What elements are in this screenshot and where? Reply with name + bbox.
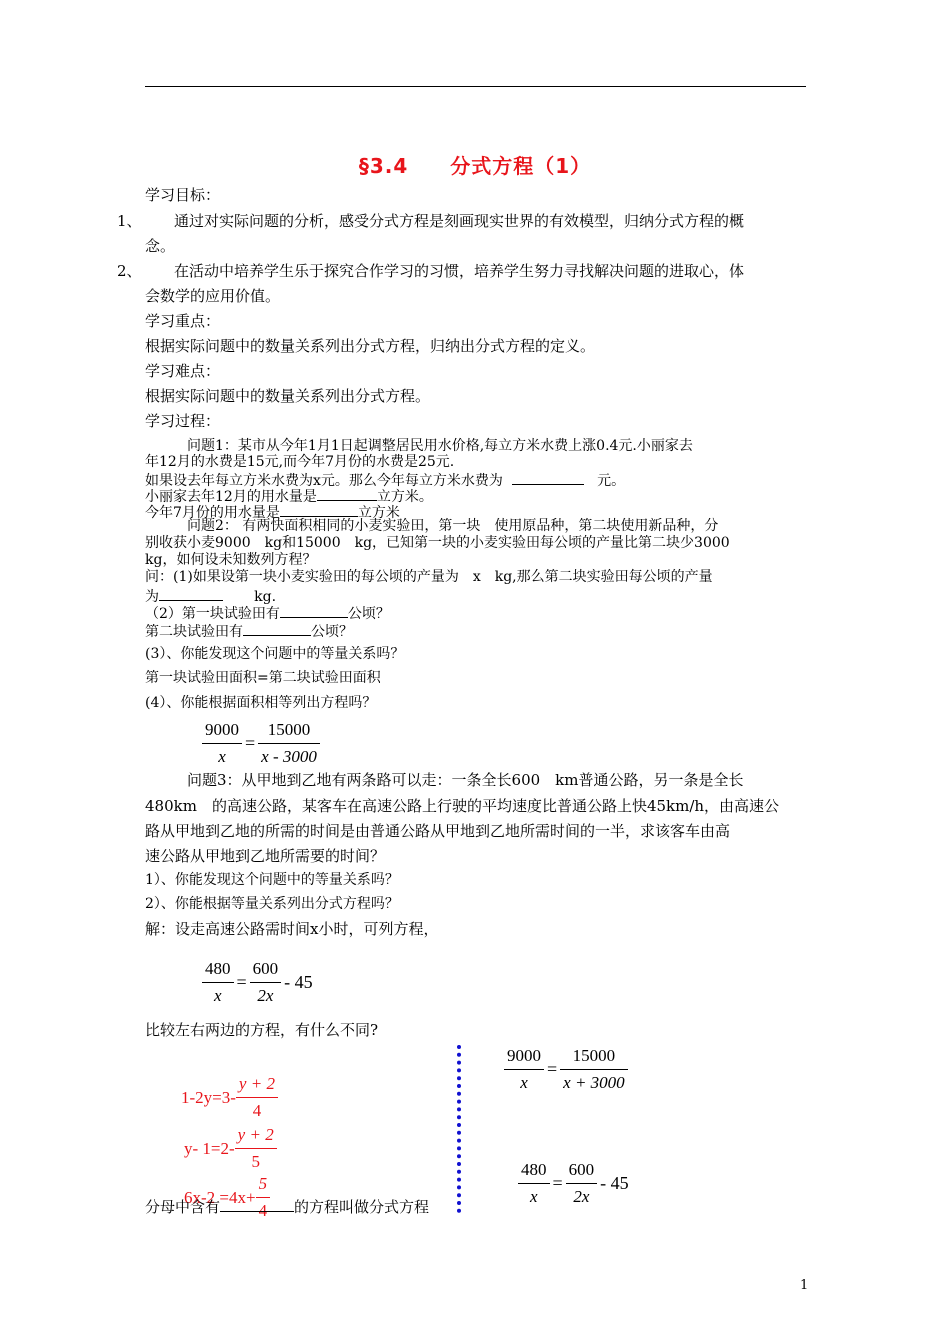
blank (280, 603, 348, 618)
problem3-q1: 1）、你能发现这个问题中的等量关系吗？ (145, 872, 399, 888)
page-title: §3.4 分式方程（1） (358, 154, 592, 178)
fraction: $\frac{480}{x}$ (518, 1160, 550, 1207)
divider-line (457, 1045, 461, 1213)
objective-1-line2: 念。 (145, 237, 176, 255)
problem1-line4: 小丽家去年12月的用水量是 立方米。 (145, 486, 433, 506)
key-text: 根据实际问题中的数量关系列出分式方程，归纳出分式方程的定义。 (145, 337, 596, 355)
red-equation-3: 6x-2 =4x+ $\frac{5}{4}$ (184, 1174, 270, 1221)
key-heading: 学习重点： (145, 312, 221, 330)
problem2-q1a: 问：(1)如果设第一块小麦实验田的每公顷的产量为 x kg,那么第二块实验田每公顷的产量 (145, 569, 713, 585)
blank (512, 470, 584, 485)
fraction: $\frac{9000}{x}$ (504, 1046, 544, 1093)
objective-2-line2: 会数学的应用价值。 (145, 287, 281, 305)
compare-question: 比较左右两边的方程，有什么不同? (145, 1021, 379, 1039)
problem2-relation: 第一块试验田面积=第二块试验田面积 (145, 670, 381, 686)
problem2-q2: （2）第一块试验田有 公顷？ (145, 603, 390, 623)
objective-1-marker: 1、 (117, 212, 142, 230)
blank (220, 1197, 294, 1212)
problem3-line4: 速公路从甲地到乙地所需要的时间？ (145, 847, 386, 865)
fraction: $\frac{15000}{x + 3000}$ (560, 1046, 628, 1093)
problem3-solution: 解：设走高速公路需时间x小时，可列方程， (145, 920, 439, 938)
problem2-line2: 别收获小麦9000 kg和15000 kg，已知第一块的小麦实验田每公顷的产量比第二块少3000 (145, 535, 730, 551)
difficulty-heading: 学习难点： (145, 362, 221, 380)
fraction: $\frac{600}{2x}$ (250, 959, 282, 1006)
problem2-line3: kg，如何设未知数列方程？ (145, 552, 317, 568)
equation-time: $\frac{480}{x}$ = $\frac{600}{2x}$ - 45 (202, 959, 316, 1006)
objective-2-marker: 2、 (117, 262, 142, 280)
red-equation-2: y- 1=2- $\frac{y + 2}{5}$ (184, 1125, 277, 1172)
problem3-q2: 2）、你能根据等量关系列出分式方程吗？ (145, 896, 399, 912)
fraction: $\frac{y + 2}{5}$ (235, 1125, 277, 1172)
objective-1-line1: 通过对实际问题的分析，感受分式方程是刻画现实世界的有效模型，归纳分式方程的概 (174, 212, 745, 230)
page-number: 1 (800, 1278, 809, 1293)
fraction: $\frac{600}{2x}$ (566, 1160, 598, 1207)
definition-line: 分母中含有 的方程叫做分式方程 (145, 1198, 430, 1216)
blank (317, 486, 377, 501)
fraction: $\frac{y + 2}{4}$ (236, 1074, 278, 1121)
right-equation-2: $\frac{480}{x}$ = $\frac{600}{2x}$ - 45 (518, 1160, 632, 1207)
problem2-q1b: 为 kg. (145, 586, 276, 606)
problem3-line3: 路从甲地到乙地的所需的时间是由普通公路从甲地到乙地所需时间的一半，求该客车由高 (145, 822, 731, 840)
right-equation-1: $\frac{9000}{x}$ = $\frac{15000}{x + 3000}$ (504, 1046, 628, 1093)
equation-area: $\frac{9000}{x}$ = $\frac{15000}{x - 3000}$ (202, 720, 320, 767)
blank (243, 621, 311, 636)
red-equation-1: 1-2y=3- $\frac{y + 2}{4}$ (181, 1074, 278, 1121)
problem1-line5: 今年7月份的用水量是 立方米 (145, 502, 400, 522)
fraction: $\frac{9000}{x}$ (202, 720, 242, 767)
problem1-line3: 如果设去年每立方米水费为x元。那么今年每立方米水费为 元。 (145, 470, 625, 490)
objectives-heading: 学习目标： (145, 186, 221, 204)
blank (280, 502, 358, 517)
fraction: $\frac{480}{x}$ (202, 959, 234, 1006)
header-rule (145, 86, 806, 87)
fraction: $\frac{5}{4}$ (256, 1174, 271, 1221)
objective-2-line1: 在活动中培养学生乐于探究合作学习的习惯，培养学生努力寻找解决问题的进取心，体 (174, 262, 745, 280)
problem2-q4: (4）、你能根据面积相等列出方程吗？ (145, 695, 377, 711)
fraction: $\frac{15000}{x - 3000}$ (258, 720, 320, 767)
problem2-line1: 问题2： 有两快面积相同的小麦实验田，第一块 使用原品种，第二块使用新品种，分 (187, 518, 719, 534)
blank (159, 586, 223, 601)
problem2-q2b: 第二块试验田有 公顷？ (145, 621, 353, 641)
process-heading: 学习过程： (145, 412, 221, 430)
problem3-line1: 问题3：从甲地到乙地有两条路可以走：一条全长600 km普通公路，另一条是全长 (187, 771, 744, 789)
problem1-line2: 年12月的水费是15元,而今年7月份的水费是25元. (145, 454, 455, 470)
difficulty-text: 根据实际问题中的数量关系列出分式方程。 (145, 387, 431, 405)
problem3-line2: 480km 的高速公路，某客车在高速公路上行驶的平均速度比普通公路上快45km/h，由高速公 (145, 797, 780, 815)
problem1-line1: 问题1：某市从今年1月1日起调整居民用水价格,每立方米水费上涨0.4元.小丽家去 (187, 438, 693, 454)
problem2-q3: (3）、你能发现这个问题中的等量关系吗？ (145, 646, 405, 662)
